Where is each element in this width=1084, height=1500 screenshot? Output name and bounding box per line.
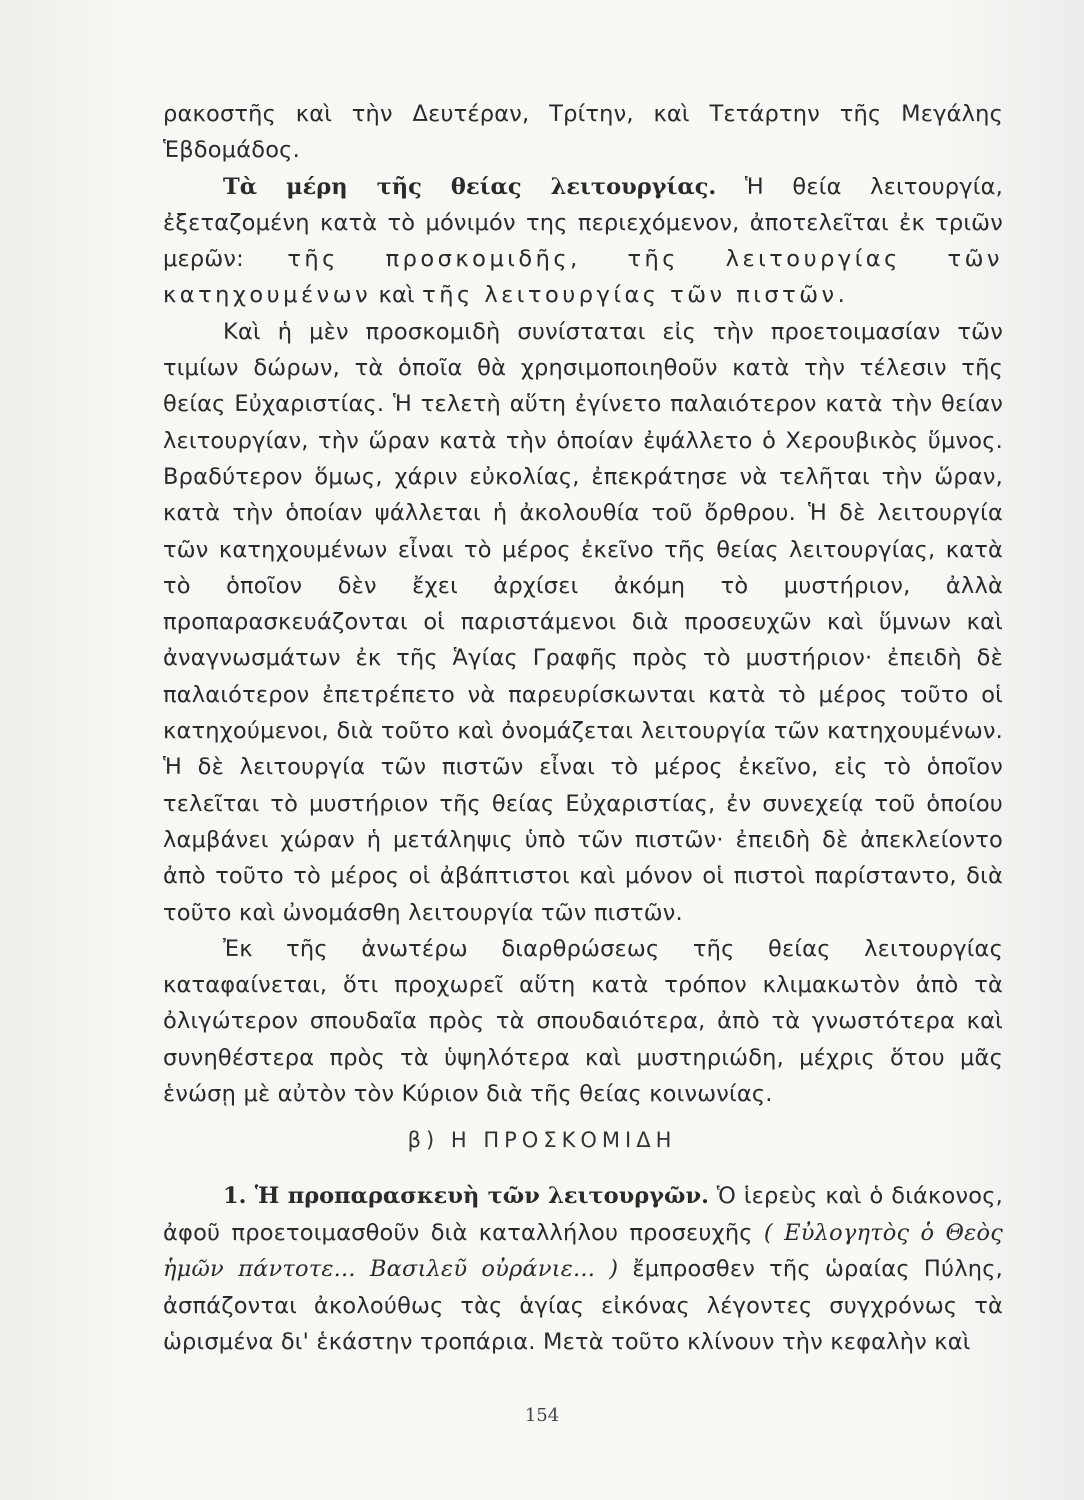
parts-and: καὶ <box>371 282 423 309</box>
parts-last: τῆς λειτουργίας τῶν πιστῶν. <box>422 282 849 309</box>
paragraph-1: Καὶ ἡ μὲν προσκομιδὴ συνίσταται εἰς τὴν προετοιμασίαν τῶν τιμίων δώρων, τὰ ὁποῖα θὰ χρησιμοποιηθοῦν κατὰ τὴν τέλεσιν τῆς θείας Εὐχαριστίας. Ἡ τελετὴ αὕτη ἐγίνετο παλαιότερον κατὰ τὴν θείαν λειτουργίαν, τὴν ὥραν κατὰ τὴν ὁποίαν ἐψάλλετο ὁ Χερουβικὸς ὕμνος. Βραδύτερον ὅμως, χάριν εὐκολίας, ἐπεκράτησε νὰ τελῆται τὴν ὥραν, κατὰ τὴν ὁποίαν ψάλλεται ἡ ἀκολουθία τοῦ ὄρθρου. Ἡ δὲ λειτουργία τῶν κατηχουμένων εἶναι τὸ μέρος ἐκεῖνο τῆς θείας λειτουργίας, κατὰ τὸ ὁποῖον δὲν ἔχει ἀρχίσει ἀκόμη τὸ μυστήριον, ἀλλὰ προπαρασκευάζονται οἱ παριστάμενοι διὰ προσευχῶν καὶ ὕμνων καὶ ἀναγνωσμάτων ἐκ τῆς Ἁγίας Γραφῆς πρὸς τὸ μυστήριον· ἐπειδὴ δὲ παλαιότερον ἐπετρέπετο νὰ παρευρίσκωνται κατὰ τὸ μέρος τοῦτο οἱ κατηχούμενοι, διὰ τοῦτο καὶ ὀνομάζεται λειτουργία τῶν κατηχουμένων. Ἡ δὲ λειτουργία τῶν πιστῶν εἶναι τὸ μέρος ἐκεῖνο, εἰς τὸ ὁποῖον τελεῖται τὸ μυστήριον τῆς θείας Εὐχαριστίας, ἐν συνεχείᾳ τοῦ ὁποίου λαμβάνει χώραν ἡ μετάληψις ὑπὸ τῶν πιστῶν· ἐπειδὴ δὲ ἀπεκλείοντο ἀπὸ τοῦτο τὸ μέρος οἱ ἀβάπτιστοι καὶ μόνον οἱ πιστοὶ παρίσταντο, διὰ τοῦτο καὶ ὠνομάσθη λειτουργία τῶν πιστῶν. <box>163 318 1003 926</box>
opening-line: ρακοστῆς καὶ τὴν Δευτέραν, Τρίτην, καὶ Τετάρτην τῆς Μεγάλης Ἑβδομάδος. <box>163 101 1003 164</box>
subsection-text <box>163 1178 1003 1361</box>
main-text <box>163 96 1003 1112</box>
subsection-heading: 1. Ἡ προπαρασκευὴ τῶν λειτουργῶν. <box>223 1183 709 1209</box>
subsection-text-1: Ὁ ἱερεὺς καὶ ὁ διάκονος, ἀφοῦ προετοιμασθοῦν διὰ καταλλήλου προσευχῆς <box>163 1183 1003 1246</box>
subsection-italic: ( Εὐλογητὸς ὁ Θεὸς ἡμῶν πάντοτε... Βασιλεῦ οὐράνιε... ) <box>163 1219 1003 1282</box>
subsection-text-2: ἔμπροσθεν τῆς ὡραίας Πύλης, ἀσπάζονται ἀκολούθως τὰς ἁγίας εἰκόνας λέγοντες συγχρόνως τὰ ὡρισμένα δι' ἑκάστην τροπάρια. Μετὰ τοῦτο κλίνουν τὴν κεφαλὴν καὶ <box>163 1256 1003 1355</box>
parts-heading: Τὰ μέρη τῆς θείας λειτουργίας. <box>223 173 717 200</box>
subsection-paragraph <box>163 1178 1003 1361</box>
parts-paragraph <box>163 169 1003 314</box>
parts-list: τῆς προσκομιδῆς, τῆς λειτουργίας τῶν κατηχουμένων <box>163 246 1003 309</box>
page-number: 154 <box>524 1405 560 1426</box>
paragraph-2: Ἐκ τῆς ἀνωτέρω διαρθρώσεως τῆς θείας λειτουργίας καταφαίνεται, ὅτι προχωρεῖ αὕτη κατὰ τρόπον κλιμακωτὸν ἀπὸ τὰ ὀλιγώτερον σπουδαῖα πρὸς τὰ σπουδαιότερα, ἀπὸ τὰ γνωστότερα καὶ συνηθέστερα πρὸς τὰ ὑψηλότερα καὶ μυστηριώδη, μέχρις ὅτου μᾶς ἑνώσῃ μὲ αὐτὸν τὸν Κύριον διὰ τῆς θείας κοινωνίας. <box>163 935 1003 1108</box>
parts-text: Ἡ θεία λειτουργία, ἐξεταζομένη κατὰ τὸ μόνιμόν της περιεχόμενον, ἀποτελεῖται ἐκ τριῶν μερῶν: <box>163 173 1004 273</box>
section-heading: β) Η ΠΡΟΣΚΟΜΙΔΗ <box>407 1128 677 1152</box>
